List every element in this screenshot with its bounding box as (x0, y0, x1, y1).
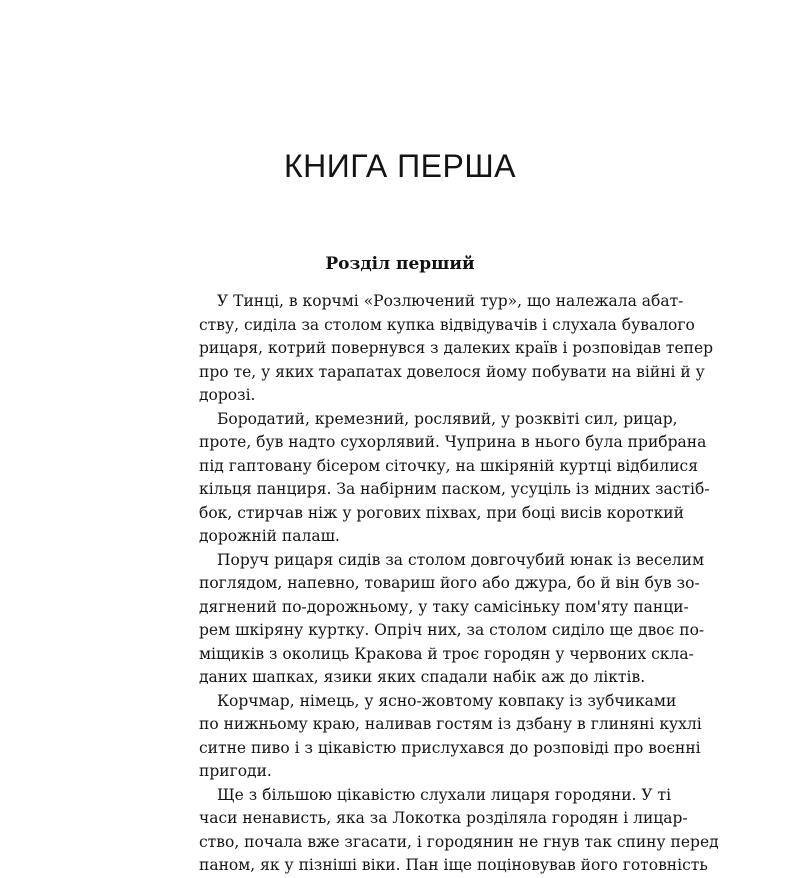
text-line: ству, сиділа за столом купка відвідувачів і слухала бувалого (199, 315, 695, 334)
chapter-title: Розділ перший (325, 254, 475, 274)
text-line: Ще з більшою цікавістю слухали лицаря городяни. У ті (217, 785, 672, 804)
text-line: ство, почала вже згасати, і городянин не гнув так спину перед (199, 832, 719, 851)
text-line: бок, стирчав ніж у рогових піхвах, при боці висів короткий (199, 503, 684, 522)
text-line: пригоди. (199, 762, 272, 780)
text-line: рем шкіряну куртку. Опріч них, за столом сиділо ще двоє по- (199, 621, 705, 639)
text-line: У Тинці, в корчмі «Розлючений тур», що належала абат- (217, 292, 684, 310)
text-line: про те, у яких тарапатах довелося йому побувати на війні й у (199, 362, 705, 381)
text-line: проте, був надто сухорлявий. Чуприна в нього була прибрана (199, 433, 707, 451)
text-line: міщиків з околиць Кракова й троє городян у червоних скла- (199, 644, 694, 663)
text-line: поглядом, напевно, товариш його або джура, бо й він був зо- (199, 574, 700, 592)
paragraph (199, 408, 710, 549)
text-line: дорожній палаш. (199, 527, 340, 545)
text-line: Корчмар, німець, у ясно-жовтому ковпаку із зубчиками (217, 691, 677, 710)
body-text (199, 290, 719, 878)
text-line: дорозі. (199, 386, 256, 404)
book-title: КНИГА ПЕРША (283, 148, 517, 184)
text-line: по нижньому краю, наливав гостям із дзбану в глиняні кухлі (199, 715, 702, 733)
paragraph (199, 290, 714, 408)
paragraph (199, 784, 719, 878)
text-line: даних шапках, язики яких спадали набік аж до ліктів. (199, 668, 646, 686)
text-line: дягнений по-дорожньому, у таку самісіньку пом'яту панци- (199, 597, 689, 616)
text-line: часи ненависть, яка за Локотка розділяла городян і лицар- (199, 809, 688, 827)
paragraph (199, 690, 702, 784)
text-line: паном, як у пізніші віки. Пан іще поціновував його готовність (199, 856, 708, 874)
text-line: кільця панциря. За набірним паском, усуціль із мідних застіб- (199, 480, 710, 498)
text-line: Бородатий, кремезний, рослявий, у розквіті сил, рицар, (217, 409, 678, 428)
paragraph (199, 549, 705, 690)
text-line: рицаря, котрий повернувся з далеких країв і розповідав тепер (199, 339, 714, 357)
text-line: під гаптовану бісером сіточку, на шкіряній куртці відбилися (199, 456, 699, 475)
text-line: ситне пиво і з цікавістю прислухався до розповіді про воєнні (199, 738, 701, 757)
text-line: Поруч рицаря сидів за столом довгочубий юнак із веселим (217, 550, 705, 569)
